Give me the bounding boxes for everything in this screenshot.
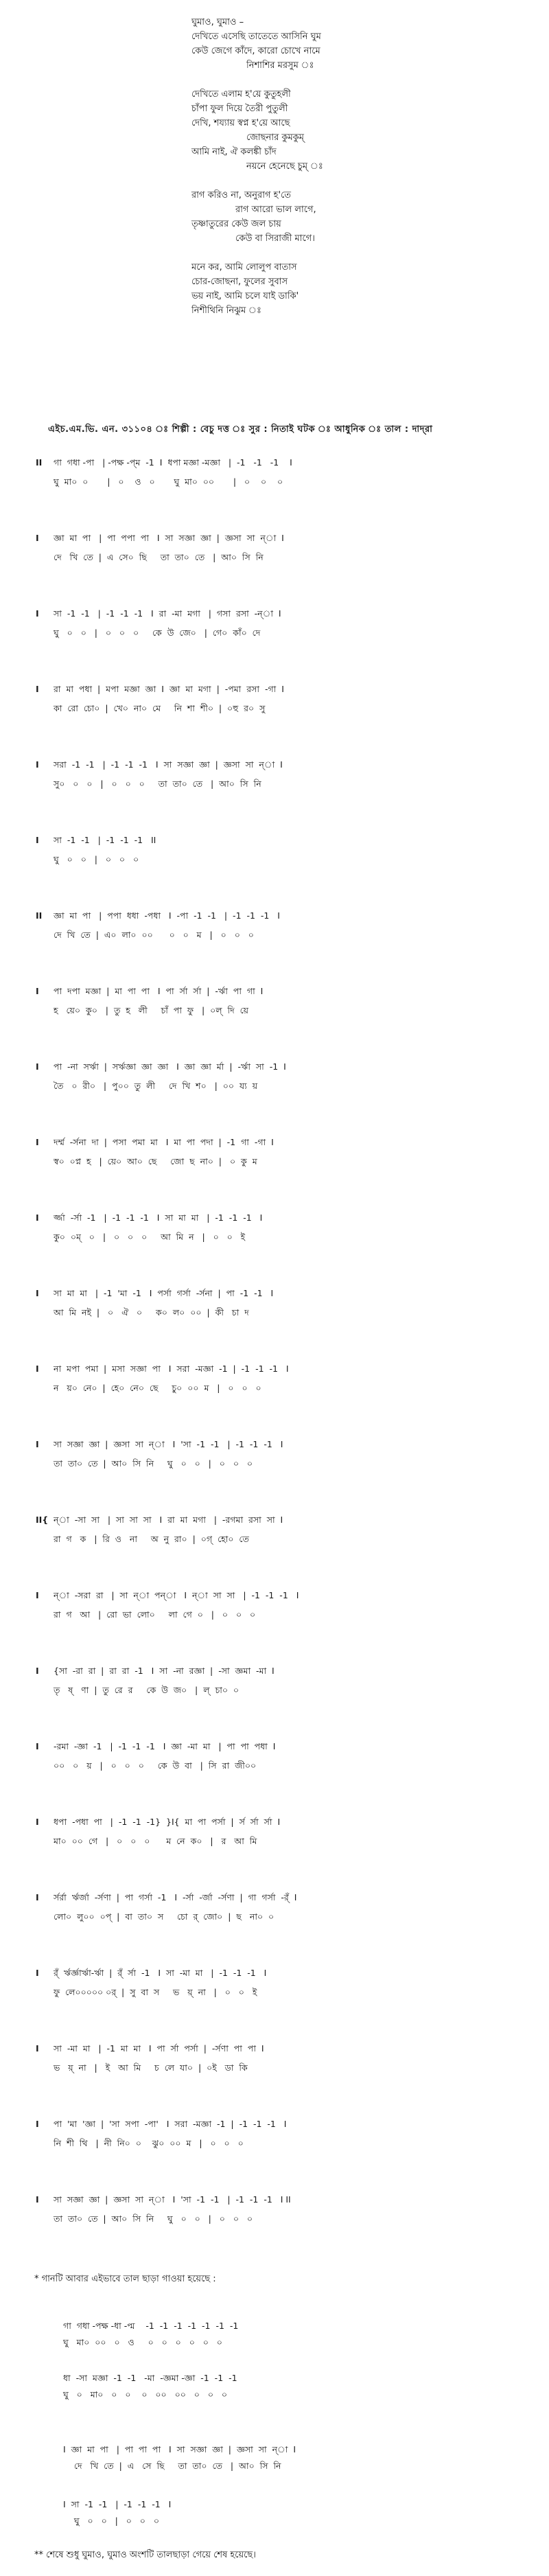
swaralipi-notes: সা -1 -1 | -1 -1 -1 II [54, 835, 156, 845]
bar-line: I [36, 2119, 39, 2129]
notation-block [0, 1057, 549, 1096]
swaralipi-notes: সরা -1 -1 | -1 -1 -1 I সা সজ্ঞা জ্ঞা | জ্ঞসা সা ন্‌া I [54, 759, 283, 770]
swaralipi-notes: র্জ্জা -র্সা -1 | -1 -1 -1 I সা মা মা | -1 -1 -1 I [54, 1212, 263, 1223]
lyric-syllables: দে খি তে | এ সে০ ছি তা তা০ তে | আ০ সি নি [54, 552, 264, 562]
lyric-syllables: কা রো চো০ | খে০ না০ মে নি শা শী০ | ০হু র০ সু [54, 703, 266, 713]
notation-block [0, 906, 549, 945]
lyric-syllables: তা তা০ তে | আ০ সি নি ঘু ০ ০ | ০ ০ ০ [54, 1458, 253, 1469]
lyric-line: কেউ জেগে কাঁদে, কারো চোখে নামে [191, 46, 320, 56]
lyric-syllables: ঘু ০ ০ | ০ ০ ০ [54, 854, 139, 864]
swaralipi-notes: ন্‌া -সরা রা | সা ন্‌া পন্‌া I ন্‌া সা সা | -1 -1 -1 I [54, 1590, 299, 1600]
lyrics-stanza [191, 260, 493, 318]
notation-block [0, 1284, 549, 1322]
lyric-syllables-row [0, 925, 549, 945]
bar-line: II{ [36, 1515, 49, 1525]
bar-line: I [36, 2194, 39, 2205]
lyric-syllables-row [0, 548, 549, 567]
swaralipi-notes: সা মা মা | -1 'মা -1 I পর্সা গর্সা -র্সনা | পা -1 -1 I [54, 1288, 274, 1298]
lyric-syllables-row [0, 1605, 549, 1624]
swaralipi-row [0, 1888, 549, 1907]
lyric-syllables-row [0, 1454, 549, 1473]
lyrics-stanza [191, 87, 493, 174]
swaralipi-notes: জ্ঞা মা পা | পা পপা পা I সা সজ্ঞা জ্ঞা | জ্ঞসা সা ন্‌া I [54, 533, 284, 543]
lyric-syllables: রা গ আ | রো ভা লো০ লা গে ০ | ০ ০ ০ [54, 1609, 256, 1620]
lyric-line: রাগ আরো ভাল লাগে, [235, 205, 316, 215]
swaralipi-row [0, 755, 549, 774]
lyric-syllables-row [0, 1228, 549, 1247]
notation-block [0, 1813, 549, 1851]
notation-block [0, 604, 549, 643]
bar-line: I [36, 2043, 39, 2054]
lyric-line: দেখিতে এসেছি তাতেতে আসিনি ঘুম [191, 32, 321, 42]
swaralipi-row [0, 906, 549, 925]
bar-line: I [36, 1666, 39, 1676]
swaralipi-row [0, 831, 549, 850]
swaralipi-row [0, 1813, 549, 1832]
notation-block [0, 1359, 549, 1398]
lyric-syllables-row [0, 2209, 549, 2229]
lyric-syllables-row [0, 1152, 549, 1171]
lyric-syllables: স্ব০ ০প্ন হ | য়ে০ আ০ ছে জো ছ না০ | ০ কু ম [54, 1156, 257, 1166]
lyric-line: দেখিতে এলাম হ'য়ে কুতুহলী [191, 89, 291, 100]
lyric-syllables: রা গ ক | রি ও না অ নু রা০ | ০গ্‌ হো০ তে [54, 1534, 249, 1544]
lyric-syllables: হ য়ে০ কু০ | তু হ লী চাঁ পা ফু | ০ল্‌ দি য়ে [54, 1005, 249, 1015]
notation-block [0, 2115, 549, 2153]
bar-line: I [36, 1439, 39, 1449]
lyric-syllables-row [0, 2134, 549, 2153]
swaralipi-row [0, 529, 549, 548]
bar-line: I [36, 1590, 39, 1600]
example-swaralipi-row: গা গধা -পক্ষ -ধা -প্ম -1 -1 -1 -1 -1 -1 -1 [63, 2321, 239, 2331]
lyric-syllables-row [0, 1832, 549, 1851]
lyric-line: দেখি, শয্যায় স্বপ্ন হ'য়ে আছে [191, 118, 290, 128]
lyric-syllables: ভ য়্‌ না | ই আ মি চ লে যা০ | ০ই ডা কি [54, 2062, 248, 2073]
swaralipi-notes: না মপা পমা | মসা সজ্ঞা পা I সরা -মজ্ঞা -1 | -1 -1 -1 I [54, 1364, 289, 1374]
notation-block [0, 2039, 549, 2078]
lyric-syllables-row [0, 1001, 549, 1020]
notation-block [0, 453, 549, 492]
lyric-syllables: লো০ লু০০ ০প্‌ | বা তা০ স চো র্‌ জো০ | ছ না০ ০ [54, 1911, 274, 1922]
notation-block [0, 680, 549, 718]
swaralipi-row [0, 982, 549, 1001]
swaralipi-row [0, 1057, 549, 1077]
swaralipi-row [0, 1208, 549, 1228]
lyrics-stanza [191, 15, 493, 73]
notation-block [0, 1510, 549, 1549]
lyric-syllables-row [0, 1303, 549, 1322]
swaralipi-row [0, 1284, 549, 1303]
notation-block [0, 1888, 549, 1927]
example-swaralipi-row: I সা -1 -1 | -1 -1 -1 I [63, 2499, 172, 2509]
lyric-syllables-row [0, 472, 549, 492]
lyric-syllables: তা তা০ তে | আ০ সি নি ঘু ০ ০ | ০ ০ ০ [54, 2213, 253, 2224]
bar-line: I [36, 608, 39, 619]
bar-line: I [36, 1892, 39, 1902]
lyric-syllables: কু০ ০ম্‌ ০ | ০ ০ ০ আ মি ন | ০ ০ ই [54, 1232, 246, 1242]
notation-block [0, 1208, 549, 1247]
swaralipi-row [0, 604, 549, 623]
swaralipi-row [0, 1133, 549, 1152]
swaralipi-notes: র্ঁ র্ঋর্জ্ঞার্ঋা-র্ঋা | র্ঁ র্সা -1 I সা -মা মা | -1 -1 -1 I [54, 1968, 267, 1978]
lyric-syllables: ফু লে০০০০০ ০র্‌ | সু বা স ভ য়্‌ না | ০ ০ ই [54, 1987, 257, 1997]
notation-block [0, 1661, 549, 1700]
lyrics-stanza [191, 188, 493, 246]
lyric-syllables-row [0, 1907, 549, 1927]
example-lyric-row: দে খি তে | এ সে ছি তা তা০ তে | আ০ সি নি [63, 2461, 281, 2471]
notation-block [0, 529, 549, 567]
swaralipi-row [0, 2115, 549, 2134]
swaralipi-row [0, 1359, 549, 1379]
lyric-syllables: সু০ ০ ০ | ০ ০ ০ তা তা০ তে | আ০ সি নি [54, 779, 261, 789]
bar-line: II [36, 910, 43, 921]
lyric-line: নিশাশির মরসুম ঃ [246, 60, 314, 71]
bar-line: I [36, 1137, 39, 1147]
bar-line: I [36, 1741, 39, 1751]
notation-block [0, 982, 549, 1020]
lyric-syllables-row [0, 1681, 549, 1700]
lyric-syllables-row [0, 850, 549, 869]
example-lyric-row: ঘু ০ মা০ ০ ০ ০ ০০ ০০ ০ ০ ০ [63, 2389, 227, 2400]
swaralipi-notes: ধপা -পধা পা | -1 -1 -1} }I{ মা পা পর্সা | র্স র্সা র্সা I [54, 1817, 281, 1827]
swaralipi-row [0, 680, 549, 699]
swaralipi-notes: পা 'মা 'জ্ঞা | 'সা সপা -পা' I সরা -মজ্ঞা -1 | -1 -1 -1 I [54, 2119, 287, 2129]
lyric-syllables-row [0, 699, 549, 718]
lyric-syllables-row [0, 2058, 549, 2078]
swaralipi-notes: পা দপা মজ্ঞা | মা পা পা I পা র্সা র্সা | -র্ঋা পা গা I [54, 986, 264, 996]
lyric-line: মনে কর, আমি লোলুপ বাতাস [191, 262, 297, 273]
lyric-line: ঘুমাও, ঘুমাও – [191, 17, 244, 27]
bar-line: I [36, 1817, 39, 1827]
lyric-syllables: ০০ ০ য় | ০ ০ ০ কে উ বা | সি রা জী০০ [54, 1760, 257, 1771]
swaralipi-notes: সা -মা মা | -1 মা মা I পা র্সা পর্সা | -র্সণা পা পা I [54, 2043, 264, 2054]
swaralipi-notes: জ্ঞা মা পা | পপা ধধা -পধা I -পা -1 -1 | -1 -1 -1 I [54, 910, 280, 921]
swaralipi-notes: সা সজ্ঞা জ্ঞা | জ্ঞসা সা ন্‌া I 'সা -1 -1 | -1 -1 -1 I II [54, 2194, 291, 2205]
lyric-syllables-row [0, 1379, 549, 1398]
bar-line: I [36, 1968, 39, 1978]
bar-line: I [36, 533, 39, 543]
swaralipi-notes: সা সজ্ঞা জ্ঞা | জ্ঞসা সা ন্‌া I 'সা -1 -1 | -1 -1 -1 I [54, 1439, 283, 1449]
lyric-syllables: ন য়০ নে০ | হে০ নে০ ছে চু০ ০০ ম | ০ ০ ০ [54, 1383, 261, 1393]
example-lyric-row: ঘু ০ ০ | ০ ০ ০ [63, 2516, 159, 2526]
swaralipi-row [0, 1435, 549, 1454]
notation-block [0, 755, 549, 794]
lyric-syllables-row [0, 1983, 549, 2002]
footnote-top: * গানটি আবার এইভাবে তাল ছাড়া গাওয়া হয়েছে : [34, 2274, 216, 2284]
swaralipi-row [0, 1737, 549, 1756]
bar-line: I [36, 1212, 39, 1223]
lyric-line: রাগ করিও না, অনুরাগ হ'তে [191, 190, 292, 200]
lyric-line: কেউ বা সিরাজী মাগে। [235, 233, 315, 244]
bar-line: I [36, 1061, 39, 1072]
lyric-syllables: নি শী থি | নী নি০ ০ ঝু০ ০০ ম | ০ ০ ০ [54, 2138, 244, 2148]
lyric-line: নয়নে হেনেছে চুম্ ঃ [246, 161, 323, 172]
footnote-bottom: ** শেষে শুধু ঘুমাও, ঘুমাও অংশটি তালছাড়া গেয়ে শেষ হয়েছে। [34, 2550, 256, 2560]
bar-line: I [36, 986, 39, 996]
notation-block [0, 1737, 549, 1775]
lyric-syllables-row [0, 774, 549, 794]
swaralipi-row [0, 2039, 549, 2058]
swaralipi-row [0, 1586, 549, 1605]
swaralipi-notes: গা গধা -পা | -পক্ষ -প্‌ম -1 I ধপা মজ্ঞা -মজ্ঞা | -1 -1 -1 I [54, 457, 292, 468]
lyric-syllables-row [0, 1077, 549, 1096]
swaralipi-row [0, 1510, 549, 1530]
notation-block [0, 2190, 549, 2229]
bar-line: I [36, 835, 39, 845]
lyric-line: চাঁপা ফুল দিয়ে তৈরী পুতুলী [191, 104, 288, 114]
lyric-syllables: মা০ ০০ গে | ০ ০ ০ ম নে ক০ | র আ মি [54, 1836, 257, 1846]
swaralipi-notes: দর্ম্ম -র্সনা দা | পসা পমা মা I মা পা পদা | -1 গা -গা I [54, 1137, 274, 1147]
swaralipi-notes: -রমা -জ্ঞা -1 | -1 -1 -1 I জ্ঞা -মা মা | পা পা পধা I [54, 1741, 276, 1751]
swaralipi-row [0, 1661, 549, 1681]
lyric-line: তৃষ্ণাতুরের কেউ জল চায় [191, 219, 281, 229]
bar-line: I [36, 1364, 39, 1374]
bar-line: I [36, 759, 39, 770]
lyric-line: ভয় নাই, আমি চলে যাই ডাকি' [191, 291, 299, 301]
swaralipi-row [0, 1964, 549, 1983]
swaralipi-row [0, 2190, 549, 2209]
bar-line: I [36, 1288, 39, 1298]
notation-block [0, 1435, 549, 1473]
lyric-syllables: তৃ ষ্‌ ণা | তু রে র কে উ জ০ | ল্‌ চা০ ০ [54, 1685, 240, 1695]
swaralipi-row [0, 453, 549, 472]
record-meta-line: এইচ.এম.ভি. এন. ৩১১০৪ ঃ শিল্পী : বেচু দত্ত ঃ সুর : নিতাই ঘটক ঃ আধুনিক ঃ তাল : দাদ্‌রা [48, 424, 433, 435]
example-lyric-row: ঘু মা০ ০০ ০ ও ০ ০ ০ ০ ০ ০ [63, 2337, 222, 2347]
notation-block [0, 1964, 549, 2002]
lyric-syllables: ঘু ০ ০ | ০ ০ ০ কে উ জে০ | গে০ কাঁ০ দে [54, 628, 261, 638]
lyric-syllables: আ মি নই | ০ ঐ ০ ক০ ল০ ০০ | কী চা দ [54, 1307, 249, 1318]
swaralipi-notes: র্সর্রা র্ঋর্জা -র্সণা | পা গর্সা -1 I -র্সা -র্জা -র্সণা | গা গর্সা -র্ঁ I [54, 1892, 297, 1902]
notation-block [0, 831, 549, 869]
swaralipi-notes: পা -না সর্ঋা | সর্ঋজ্ঞা জ্ঞা জ্ঞা I জ্ঞা জ্ঞা র্মা | -র্ঋা সা -1 I [54, 1061, 286, 1072]
swaralipi-notes: রা মা পধা | মপা মজ্ঞা জ্ঞা I জ্ঞা মা মগা | -পমা রসা -গা I [54, 684, 284, 694]
swaralipi-notes: {সা -রা রা | রা রা -1 I সা -না রজ্ঞা | -সা জ্ঞমা -মা I [54, 1666, 274, 1676]
notation-block [0, 1586, 549, 1624]
swaralipi-notes: সা -1 -1 | -1 -1 -1 I রা -মা মগা | গসা রসা -ন্‌া I [54, 608, 281, 619]
lyric-line: নিশীথিনি নিঝুম ঃ [191, 306, 261, 316]
bar-line: II [36, 457, 43, 468]
example-swaralipi-row: ধা -সা মজ্ঞা -1 -1 -মা -জ্ঞমা -জ্ঞা -1 -1 -1 [63, 2373, 237, 2383]
lyrics-section [191, 15, 493, 332]
lyric-syllables: দে খি তে | এ০ লা০ ০০ ০ ০ ম | ০ ০ ০ [54, 930, 254, 940]
lyric-syllables: তৈ ০ রী০ | পু০০ তু লী দে খি শ০ | ০০ য্য য় [54, 1081, 258, 1091]
lyric-line: আমি নাই, ঐ কলঙ্কী চাঁদ [191, 147, 277, 157]
swaralipi-notes: ন্‌া -সা সা | সা সা সা I রা মা মগা | -রগমা রসা সা I [54, 1515, 283, 1525]
example-swaralipi-row: I জ্ঞা মা পা | পা পা পা I সা সজ্ঞা জ্ঞা | জ্ঞসা সা ন্‌া I [63, 2444, 296, 2454]
notation-block [0, 1133, 549, 1171]
lyric-line: চোর-জোছনা, ফুলের সুবাস [191, 277, 288, 287]
lyric-syllables-row [0, 1756, 549, 1775]
lyric-syllables-row [0, 623, 549, 643]
lyric-syllables-row [0, 1530, 549, 1549]
lyric-line: জোছনার কুমকুম্ [246, 133, 304, 143]
bar-line: I [36, 684, 39, 694]
lyric-syllables: ঘু মা০ ০ | ০ ও ০ ঘু মা০ ০০ | ০ ০ ০ [54, 476, 283, 487]
